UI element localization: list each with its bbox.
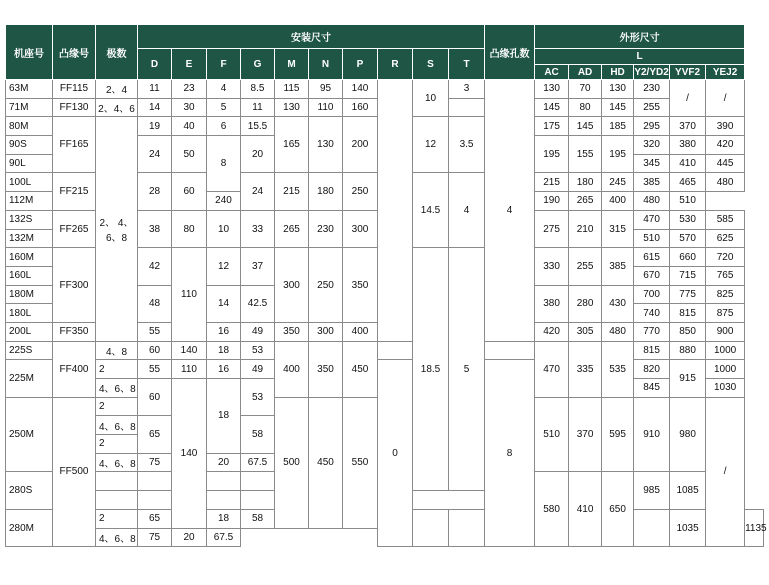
g-cell: 42.5 [241, 285, 275, 322]
y2-cell: 400 [602, 192, 634, 211]
yej2-cell: 720 [706, 248, 745, 267]
d-cell: 19 [138, 117, 172, 136]
f-cell: 14 [207, 285, 241, 322]
e-cell: 50 [172, 136, 207, 173]
holes-cell [485, 341, 535, 360]
col-Y2: Y2/YD2 [634, 66, 669, 78]
d-cell: 24 [138, 136, 172, 173]
frame-cell: 180L [6, 304, 53, 323]
col-flange: 凸缘号 [53, 25, 96, 80]
e-cell: 40 [172, 117, 207, 136]
col-poles: 极数 [96, 25, 138, 80]
p-cell: 250 [343, 173, 378, 210]
p-cell: 550 [343, 397, 378, 528]
p-cell: 450 [343, 341, 378, 397]
holes-cell: 8 [485, 360, 535, 547]
r-cell: 0 [378, 360, 413, 547]
poles-cell: 2 [96, 397, 138, 416]
yej2-cell: 900 [706, 322, 745, 341]
p-cell: 400 [343, 322, 378, 341]
e-cell: 80 [172, 210, 207, 247]
f-cell: 16 [207, 322, 241, 341]
d-cell: 28 [138, 173, 172, 210]
poles-cell [96, 491, 138, 510]
poles-cell: 2 [96, 509, 138, 528]
frame-cell: 132M [6, 229, 53, 248]
hd-cell: 430 [602, 285, 634, 322]
g-cell [241, 491, 275, 510]
col-HD: HD [602, 65, 634, 80]
col-YVF2: YVF2 [670, 65, 706, 80]
poles-cell: 4、6、8 [96, 379, 138, 398]
hd-cell: 535 [602, 341, 634, 397]
r-cell [378, 80, 413, 342]
n-cell [449, 509, 485, 546]
y2-cell: 255 [634, 98, 670, 117]
g-cell: 49 [241, 322, 275, 341]
hd-cell: 130 [602, 80, 634, 99]
m-cell [413, 509, 449, 546]
poles-cell [96, 472, 138, 491]
y2-cell: 820 [634, 360, 670, 379]
e-cell: 23 [172, 80, 207, 99]
m-cell: 130 [275, 98, 309, 117]
y2-cell: 510 [634, 229, 670, 248]
n-cell: 250 [309, 248, 343, 323]
y2-cell: 345 [634, 154, 670, 173]
frame-cell: 132S [6, 210, 53, 229]
y2-cell: 1035 [670, 509, 706, 546]
flange-cell: FF500 [53, 397, 96, 547]
n-cell: 300 [309, 322, 343, 341]
poles-cell: 4、6、8 [96, 416, 138, 435]
flange-cell: FF350 [53, 322, 96, 341]
y2-cell: 615 [634, 248, 670, 267]
col-YEJ2: YEJ2 [706, 65, 745, 80]
e-cell: 140 [172, 379, 207, 529]
t-cell: 4 [449, 173, 485, 248]
ac-cell: 175 [535, 117, 569, 136]
d-cell: 75 [138, 453, 172, 472]
frame-cell: 112M [6, 192, 53, 211]
table-row [6, 80, 764, 99]
d-cell: 55 [138, 360, 172, 379]
yej2-cell: 1030 [706, 379, 745, 398]
s-cell: 18.5 [413, 248, 449, 491]
yej2-cell: 765 [706, 266, 745, 285]
frame-cell: 90L [6, 154, 53, 173]
yej2-cell: 585 [706, 210, 745, 229]
yvf2-cell: 380 [670, 136, 706, 155]
col-N: N [309, 49, 343, 80]
g-cell: 33 [241, 210, 275, 247]
frame-cell: 280M [6, 509, 53, 546]
table-row [6, 360, 764, 379]
e-cell: 140 [172, 341, 207, 360]
poles-cell: 4、6、8 [96, 528, 138, 547]
d-cell: 55 [138, 322, 172, 341]
ad-cell: 210 [569, 210, 602, 247]
yej2-cell: 825 [706, 285, 745, 304]
hd-cell: 195 [602, 136, 634, 173]
holes-cell: 4 [485, 80, 535, 342]
f-cell: 12 [207, 248, 241, 285]
g-cell: 11 [241, 98, 275, 117]
yvf2-cell: 410 [670, 154, 706, 173]
col-holes: 凸缘孔数 [485, 25, 535, 80]
e-cell: 60 [172, 173, 207, 210]
ac-cell: 330 [535, 248, 569, 285]
d-cell [138, 472, 172, 491]
s-cell: 10 [413, 80, 449, 117]
ad-cell: 180 [569, 173, 602, 192]
f-cell: 16 [207, 360, 241, 379]
ad-cell: 335 [569, 341, 602, 397]
m-cell: 265 [275, 210, 309, 247]
yvf2-cell: 775 [670, 285, 706, 304]
m-cell: 165 [275, 117, 309, 173]
d-cell: 75 [138, 528, 172, 547]
frame-cell: 280S [6, 472, 53, 509]
yvf2-cell: 660 [670, 248, 706, 267]
yvf2-cell: 850 [670, 322, 706, 341]
s-cell: 12 [413, 117, 449, 173]
yej2-cell: 1000 [706, 360, 745, 379]
ad-cell: 155 [569, 136, 602, 173]
yvf2-cell: 465 [670, 173, 706, 192]
ac-cell: 275 [535, 210, 569, 247]
n-cell: 230 [309, 210, 343, 247]
e-cell: 30 [172, 98, 207, 117]
flange-cell: FF115 [53, 80, 96, 99]
g-cell: 49 [241, 360, 275, 379]
f-cell: 5 [207, 98, 241, 117]
f-cell: 6 [207, 117, 241, 136]
ac-cell: 510 [535, 397, 569, 472]
g-cell: 15.5 [241, 117, 275, 136]
yvf2-cell: 530 [670, 210, 706, 229]
ac-cell: 420 [535, 322, 569, 341]
col-E: E [172, 49, 207, 80]
yej2-cell: / [706, 397, 745, 547]
yvf2-cell: 715 [670, 266, 706, 285]
d-cell: 11 [138, 80, 172, 99]
t-cell: 3.5 [449, 117, 485, 173]
frame-cell: 80M [6, 117, 53, 136]
r-cell [378, 341, 413, 360]
d-cell: 42 [138, 248, 172, 285]
f-cell [207, 472, 241, 491]
frame-cell: 160M [6, 248, 53, 267]
frame-cell: 100L [6, 173, 53, 192]
hd-cell: 265 [569, 192, 602, 211]
p-cell: 350 [343, 248, 378, 323]
d-cell: 48 [138, 285, 172, 322]
g-cell: 53 [241, 379, 275, 416]
e-cell: 110 [172, 360, 207, 379]
f-cell: 18 [207, 341, 241, 360]
hd-cell: 315 [602, 210, 634, 247]
ac-cell: 580 [535, 472, 569, 547]
yej2-cell: 390 [706, 117, 745, 136]
yej2-cell: 1000 [706, 341, 745, 360]
yej2-cell: 625 [706, 229, 745, 248]
y2-cell: 470 [634, 210, 670, 229]
m-cell: 300 [275, 248, 309, 323]
f-cell: 10 [207, 210, 241, 247]
yvf2-cell: 815 [670, 304, 706, 323]
col-frame: 机座号 [6, 25, 53, 80]
f-cell: 18 [207, 379, 241, 454]
yvf2-cell: 1085 [670, 472, 706, 509]
d-cell: 38 [138, 210, 172, 247]
p-cell: 140 [343, 80, 378, 99]
frame-cell: 225M [6, 360, 53, 397]
n-cell: 130 [309, 117, 343, 173]
y2-cell: 770 [634, 322, 670, 341]
frame-cell: 225S [6, 341, 53, 360]
yej2-cell: 510 [670, 192, 706, 211]
ad-cell: 305 [569, 322, 602, 341]
g-cell: 67.5 [207, 528, 241, 547]
hd-cell: 650 [602, 472, 634, 547]
m-cell: 500 [275, 397, 309, 528]
ad-cell: 145 [569, 117, 602, 136]
g-cell: 20 [241, 136, 275, 173]
yvf2-cell: 570 [670, 229, 706, 248]
y2-cell: 385 [634, 173, 670, 192]
m-cell: 115 [275, 80, 309, 99]
y2-cell: 740 [634, 304, 670, 323]
yvf2-cell: 980 [670, 397, 706, 472]
g-cell [241, 472, 275, 491]
p-cell: 160 [343, 98, 378, 117]
y2-cell: 295 [634, 117, 670, 136]
s-cell: 14.5 [413, 173, 449, 248]
hd-cell: 245 [602, 173, 634, 192]
frame-cell: 63M [6, 80, 53, 99]
hd-cell: 480 [602, 322, 634, 341]
g-cell: 58 [241, 509, 275, 528]
frame-cell: 180M [6, 285, 53, 304]
poles-cell: 2、4、6 [96, 98, 138, 117]
col-G: G [241, 49, 275, 80]
n-cell: 95 [309, 80, 343, 99]
yvf2-cell: 1135 [745, 509, 764, 546]
yvf2-cell: 880 [670, 341, 706, 360]
yvf2-cell: 370 [670, 117, 706, 136]
p-cell: 300 [343, 210, 378, 247]
g-cell: 58 [241, 416, 275, 453]
yvf2-cell: 915 [670, 360, 706, 397]
f-cell: 4 [207, 80, 241, 99]
col-AC: AC [535, 65, 569, 80]
poles-cell: 4、8 [96, 341, 138, 360]
table-row [6, 341, 764, 360]
poles-cell: 4、6、8 [96, 453, 138, 472]
ad-cell: 280 [569, 285, 602, 322]
ac-cell: 240 [207, 192, 241, 211]
col-S: S [413, 49, 449, 80]
f-cell: 8 [207, 136, 241, 192]
flange-cell: FF215 [53, 173, 96, 210]
ac-cell: 195 [535, 136, 569, 173]
d-cell: 60 [138, 379, 172, 416]
d-cell: 65 [138, 416, 172, 453]
ac-cell: 470 [535, 341, 569, 397]
col-AD: AD [569, 65, 602, 80]
y2-cell: 700 [634, 285, 670, 304]
d-cell: 60 [138, 341, 172, 360]
t-cell: 3 [449, 80, 485, 99]
ac-cell: 145 [535, 98, 569, 117]
frame-cell: 71M [6, 98, 53, 117]
n-cell: 180 [309, 173, 343, 210]
flange-cell: FF165 [53, 117, 96, 173]
g-cell: 53 [241, 341, 275, 360]
f-cell: 20 [207, 453, 241, 472]
y2-cell: 815 [634, 341, 670, 360]
d-cell: 65 [138, 509, 172, 528]
ad-cell: 190 [535, 192, 569, 211]
hd-cell: 185 [602, 117, 634, 136]
frame-cell: 90S [6, 136, 53, 155]
ac-cell: 215 [535, 173, 569, 192]
yej2-cell: 875 [706, 304, 745, 323]
g-cell: 37 [241, 248, 275, 285]
poles-cell: 2、4 [96, 80, 138, 99]
yej2-cell: / [706, 80, 745, 117]
yvf2-cell: / [670, 80, 706, 117]
y2-cell: 985 [634, 472, 670, 509]
poles-cell: 2、 4、 6、8 [96, 117, 138, 341]
col-T: T [449, 49, 485, 80]
col-P: P [343, 49, 378, 80]
ad-cell: 410 [569, 472, 602, 547]
n-cell: 350 [309, 341, 343, 397]
col-D: D [138, 49, 172, 80]
y2-cell: 230 [634, 80, 670, 99]
m-cell: 215 [275, 173, 309, 210]
ad-cell: 370 [569, 397, 602, 472]
col-L: L [535, 49, 745, 65]
flange-cell: FF265 [53, 210, 96, 247]
hd-cell: 385 [602, 248, 634, 285]
t-cell: 5 [449, 248, 485, 491]
f-cell [207, 491, 241, 510]
poles-cell: 2 [96, 360, 138, 379]
m-cell: 350 [275, 322, 309, 341]
hd-cell: 145 [602, 98, 634, 117]
frame-cell: 160L [6, 266, 53, 285]
t-cell [449, 98, 485, 117]
g-cell: 67.5 [241, 453, 275, 472]
frame-cell: 200L [6, 322, 53, 341]
flange-cell: FF400 [53, 341, 96, 397]
d-cell [138, 491, 172, 510]
frame-cell: 250M [6, 397, 53, 472]
g-cell: 24 [241, 173, 275, 210]
col-R: R [378, 49, 413, 80]
yej2-cell: 445 [706, 154, 745, 173]
ad-cell: 70 [569, 80, 602, 99]
y2-cell: 845 [634, 379, 670, 398]
y2-cell: 320 [634, 136, 670, 155]
f-cell: 18 [207, 509, 241, 528]
n-cell: 450 [309, 397, 343, 528]
flange-cell: FF300 [53, 248, 96, 323]
hd-cell: 595 [602, 397, 634, 472]
d-cell: 14 [138, 98, 172, 117]
poles-cell: 2 [96, 435, 138, 454]
g-cell: 8.5 [241, 80, 275, 99]
y2-cell: 670 [634, 266, 670, 285]
ad-cell: 255 [569, 248, 602, 285]
yvf2-cell: 480 [634, 192, 670, 211]
ac-cell: 380 [535, 285, 569, 322]
col-F: F [207, 49, 241, 80]
yej2-cell: 480 [706, 173, 745, 192]
f-cell: 20 [172, 528, 207, 547]
flange-cell: FF130 [53, 98, 96, 117]
p-cell: 200 [343, 117, 378, 173]
ad-cell: 80 [569, 98, 602, 117]
p-cell [634, 509, 670, 546]
m-cell: 400 [275, 341, 309, 397]
e-cell: 110 [172, 248, 207, 341]
yej2-cell: 420 [706, 136, 745, 155]
y2-cell: 910 [634, 397, 670, 472]
motor-dimension-table [5, 24, 767, 547]
n-cell: 110 [309, 98, 343, 117]
col-M: M [275, 49, 309, 80]
group-install: 安装尺寸 [138, 25, 485, 49]
ac-cell: 130 [535, 80, 569, 99]
group-outline: 外形尺寸 [535, 25, 745, 49]
